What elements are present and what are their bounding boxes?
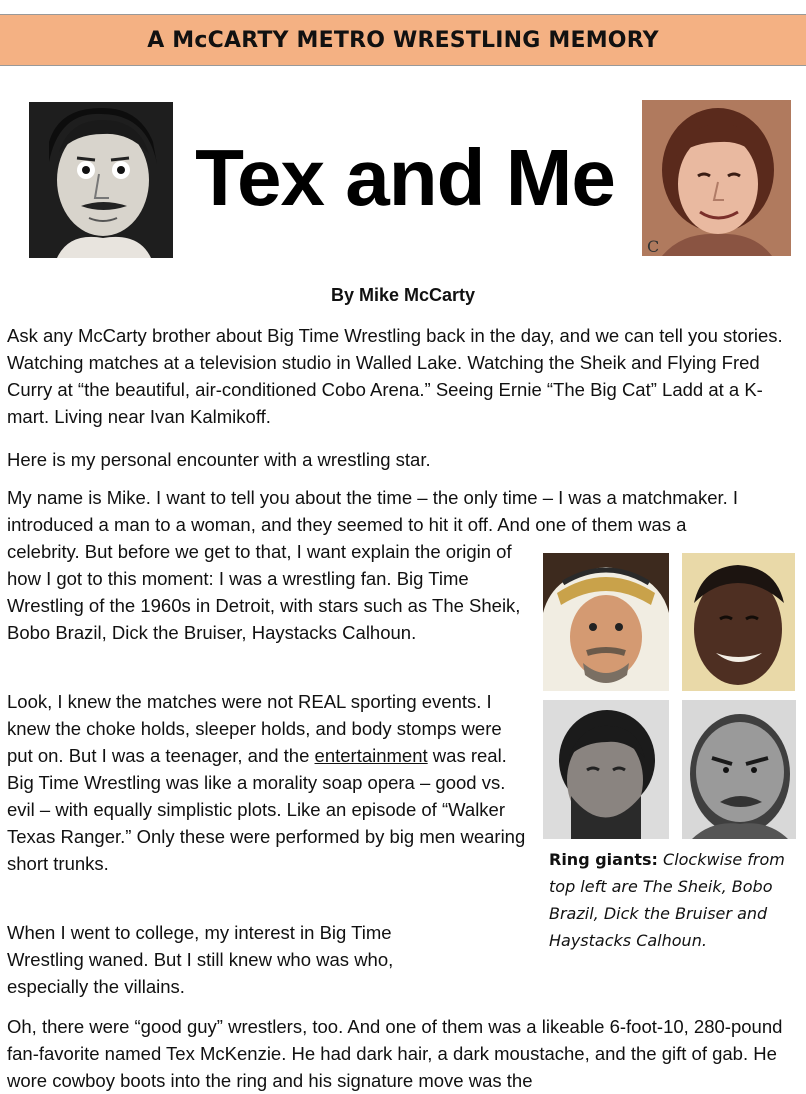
author-photo (642, 100, 791, 256)
article-title: Tex and Me (195, 133, 615, 222)
portrait-graphic (29, 102, 173, 258)
header-banner (0, 14, 806, 66)
paragraph: My name is Mike. I want to tell you about the time – the only time – I was a matchmaker. I introduced a man to a woman, and they seemed to hit it off. And one of them was a (7, 487, 739, 535)
dick-the-bruiser-photo (543, 700, 669, 839)
portrait-graphic (682, 700, 796, 839)
paragraph (7, 688, 527, 877)
the-sheik-photo (543, 553, 669, 691)
paragraph: Oh, there were “good guy” wrestlers, too. And one of them was a likeable 6-foot-10, 280-pound fan-favorite named Tex McKenzie. He had dark hair, a dark moustache, and the gift of gab. He wore cowboy boots into the ring and his signature move was the (7, 1016, 783, 1091)
paragraph: When I went to college, my interest in Big Time Wrestling waned. But I still knew who was who, especially the villains. (7, 922, 394, 997)
photo-caption (549, 846, 799, 954)
banner-text: A McCARTY METRO WRESTLING MEMORY (147, 27, 659, 53)
paragraph: Ask any McCarty brother about Big Time Wrestling back in the day, and we can tell you stories. Watching matches at a television studio in Walled Lake. Watching the Sheik and Flying Fred Curry at “the beautiful, air-conditioned Cobo Arena.” Seeing Ernie “The Big Cat” Ladd at a K-mart. Living near Ivan Kalmikoff. (7, 325, 783, 427)
paragraph-text: Look, I knew the matches were not REAL sporting events. I knew the choke holds, sleeper holds, and body stomps were put on. But I was a teenager, and the (7, 691, 502, 766)
caption-text: Clockwise from top left are The Sheik, Bobo Brazil, Dick the Bruiser and Haystacks Calhoun. (549, 850, 785, 950)
portrait-graphic (642, 100, 791, 256)
bobo-brazil-photo (682, 553, 795, 691)
photo-corner-mark: C (647, 237, 660, 256)
paragraph-text: was real. Big Time Wrestling was like a morality soap opera – good vs. evil – with equally simplistic plots. Like an episode of “Walker Texas Ranger.” Only these were performed by big men wearing short trunks. (7, 745, 526, 874)
portrait-graphic (682, 553, 795, 691)
byline: By Mike McCarty (330, 285, 476, 305)
portrait-graphic (543, 700, 669, 839)
haystacks-calhoun-photo (682, 700, 796, 839)
caption-lead: Ring giants: (549, 850, 658, 869)
paragraph: celebrity. But before we get to that, I want explain the origin of how I got to this moment: I was a wrestling fan. Big Time Wrestling of the 1960s in Detroit, with stars such as The Sheik, Bobo Brazil, Dick the Bruiser, Haystacks Calhoun. (7, 541, 521, 643)
underlined-word: entertainment (314, 745, 428, 766)
portrait-graphic (543, 553, 669, 691)
tex-mckenzie-photo (29, 102, 173, 258)
paragraph: Here is my personal encounter with a wrestling star. (7, 449, 431, 470)
